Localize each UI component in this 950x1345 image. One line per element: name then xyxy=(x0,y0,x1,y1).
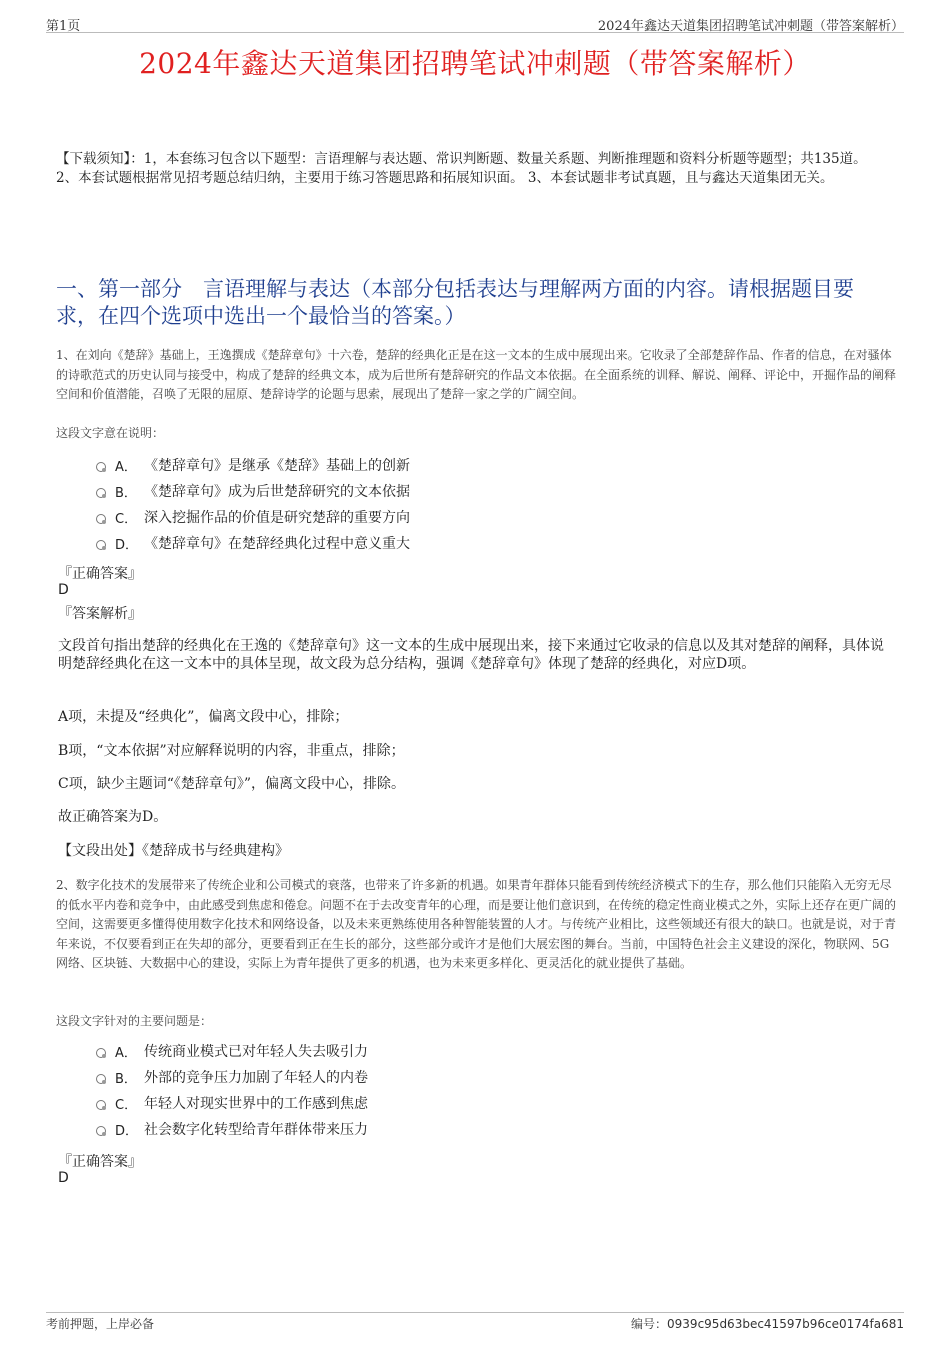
radio-icon[interactable] xyxy=(96,488,106,498)
radio-icon[interactable] xyxy=(96,1100,106,1110)
radio-icon[interactable] xyxy=(96,462,106,472)
page-header xyxy=(46,14,904,33)
radio-icon[interactable] xyxy=(96,1126,106,1136)
question-1-conclusion: 故正确答案为D。 xyxy=(58,809,168,825)
page-footer xyxy=(46,1312,904,1333)
correct-answer-label: 『正确答案』 xyxy=(58,566,142,582)
page-number: 第1页 xyxy=(46,19,81,34)
document-title: 2024年鑫达天道集团招聘笔试冲刺题（带答案解析） xyxy=(139,47,811,80)
question-2-answer: D xyxy=(58,1170,69,1186)
question-1-analysis-a: A项，未提及“经典化”，偏离文段中心，排除； xyxy=(58,709,349,725)
section-title: 一、第一部分 言语理解与表达（本部分包括表达与理解两方面的内容。请根据题目要求，在四个选项中选出一个最恰当的答案。） xyxy=(56,277,854,328)
question-2-prompt: 这段文字针对的主要问题是： xyxy=(56,1014,213,1028)
footer-slogan: 考前押题，上岸必备 xyxy=(46,1317,155,1331)
analysis-label: 『答案解析』 xyxy=(58,606,142,622)
question-1-analysis-c: C项，缺少主题词“《楚辞章句》”，偏离文段中心，排除。 xyxy=(58,776,406,792)
radio-icon[interactable] xyxy=(96,1074,106,1084)
footer-code: 编号：0939c95d63bec41597b96ce0174fa681 xyxy=(631,1317,904,1331)
download-notice: 【下载须知】：1，本套练习包含以下题型：言语理解与表达题、常识判断题、数量关系题、判断推理题和资料分析题等题型；共135道。 2、本套试题根据常见招考题总结归纳，主要用于练习答题思路和拓展知识面。 3、本套试题非考试真题，且与鑫达天道集团无关。 xyxy=(56,151,867,186)
correct-answer-label: 『正确答案』 xyxy=(58,1154,142,1170)
question-1-prompt: 这段文字意在说明： xyxy=(56,426,165,440)
question-1-analysis-b: B项，“文本依据”对应解释说明的内容，非重点，排除； xyxy=(58,743,405,759)
radio-icon[interactable] xyxy=(96,514,106,524)
header-doc-title: 2024年鑫达天道集团招聘笔试冲刺题（带答案解析） xyxy=(597,19,904,34)
question-1-answer: D xyxy=(58,582,69,598)
question-1-analysis: 文段首句指出楚辞的经典化在王逸的《楚辞章句》这一文本的生成中展现出来，接下来通过它收录的信息以及其对楚辞的阐释，具体说明楚辞经典化在这一文本中的具体呈现，故文段为总分结构，强调《楚辞章句》体现了楚辞的经典化，对应D项。 xyxy=(58,638,884,672)
radio-icon[interactable] xyxy=(96,1048,106,1058)
question-1-text: 1、在刘向《楚辞》基础上，王逸撰成《楚辞章句》十六卷，楚辞的经典化正是在这一文本的生成中展现出来。它收录了全部楚辞作品、作者的信息，在对骚体的诗歌范式的历史认同与接受中，构成了楚辞的经典文本，成为后世所有楚辞研究的作品文本依据。在全面系统的训释、解说、阐释、评论中，开掘作品的阐释空间和价值潜能，召唤了无限的屈原、楚辞诗学的论题与思索，展现出了楚辞一家之学的广阔空间。 xyxy=(56,348,897,401)
question-1-source: 【文段出处】《楚辞成书与经典建构》 xyxy=(58,843,289,859)
radio-icon[interactable] xyxy=(96,540,106,550)
question-2-text: 2、数字化技术的发展带来了传统企业和公司模式的衰落，也带来了许多新的机遇。如果青年群体只能看到传统经济模式下的生存，那么他们只能陷入无穷无尽的低水平内卷和竞争中，由此感受到焦虑和倦怠。问题不在于去改变青年的心理，而是要让他们意识到，在传统的稳定性商业模式之外，实际上还存在更广阔的空间，这需要更多懂得使用数字化技术和网络设备，以及未来更熟练使用各种智能装置的人才。与传统产业相比，这些领域还有很大的缺口。也就是说，对于青年来说，不仅要看到正在失却的部分，更要看到正在生长的部分，这些部分或许才是他们大展宏图的舞台。当前，中国特色社会主义建设的深化，物联网、5G网络、区块链、大数据中心的建设，实际上为青年提供了更多的机遇，也为未来更多样化、更灵活化的就业提供了基础。 xyxy=(56,878,897,970)
